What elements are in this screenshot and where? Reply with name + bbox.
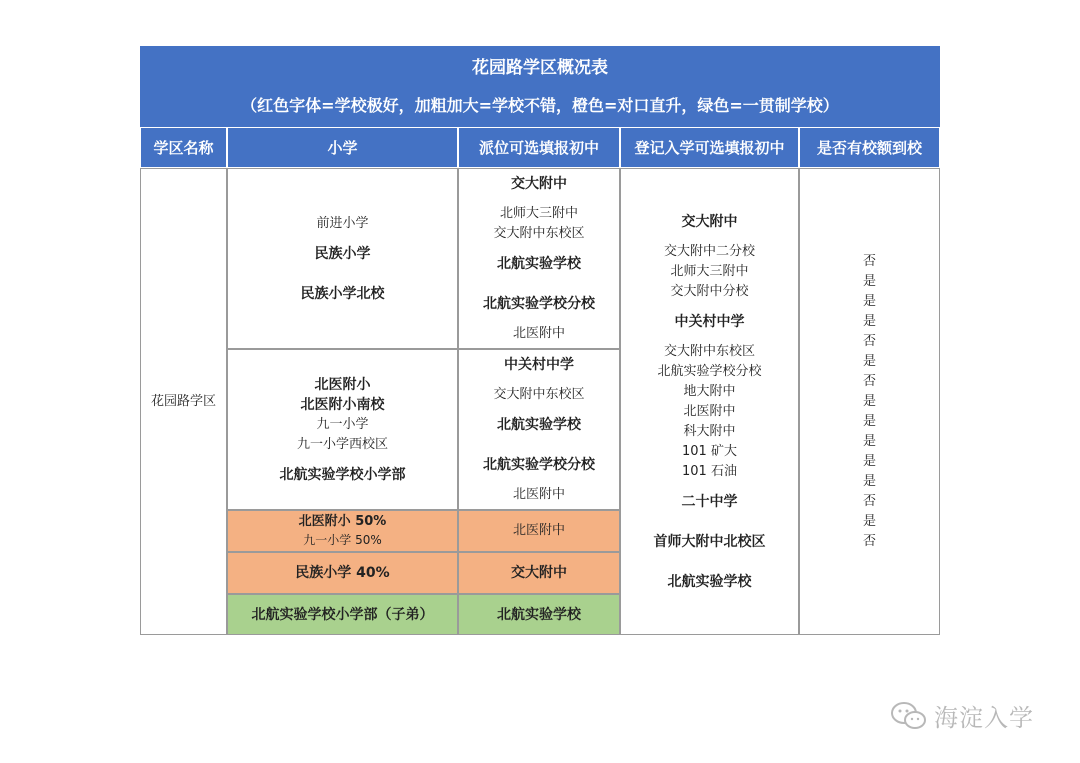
school-name: 交大附中东校区 <box>493 225 585 241</box>
header-quota: 是否有校额到校 <box>799 127 940 168</box>
school-name: 交大附中二分校 <box>663 243 755 259</box>
watermark <box>890 698 1034 733</box>
school-name: 首师大附中北校区 <box>653 533 766 550</box>
group1-primary-cell <box>227 168 458 349</box>
quota-value: 是 <box>862 393 876 409</box>
group2-primary-cell <box>227 349 458 510</box>
school-name: 北医附中 <box>683 403 736 419</box>
quota-value: 是 <box>862 293 876 309</box>
quota-value: 是 <box>862 473 876 489</box>
school-name: 北航实验学校 <box>667 573 752 590</box>
group1-lottery-cell <box>458 168 620 349</box>
quota-value: 否 <box>862 533 876 549</box>
table-title: 花园路学区概况表 <box>472 58 608 78</box>
school-name: 北航实验学校分校 <box>657 363 762 379</box>
school-name: 北航实验学校 <box>497 606 581 623</box>
school-name: 中关村中学 <box>504 356 574 373</box>
school-name: 101 矿大 <box>682 443 737 459</box>
watermark-text: 海淀入学 <box>934 704 1034 732</box>
color-legend: （红色字体=学校极好，加粗加大=学校不错，橙色=对口直升，绿色=一贯制学校） <box>241 96 839 115</box>
group4-lottery-cell <box>458 552 620 594</box>
group5-lottery-cell <box>458 594 620 635</box>
quota-value: 是 <box>862 313 876 329</box>
school-name: 北医附小 50% <box>298 514 387 529</box>
group3-lottery-cell <box>458 510 620 552</box>
school-name: 北航实验学校分校 <box>483 295 595 312</box>
quota-value: 是 <box>862 273 876 289</box>
school-name: 九一小学西校区 <box>296 436 388 452</box>
school-name: 交大附中东校区 <box>493 386 585 402</box>
district-overview-table <box>140 46 940 635</box>
school-name: 北医附中 <box>512 523 565 538</box>
group5-primary-cell <box>227 594 458 635</box>
school-name: 北航实验学校小学部 <box>279 466 406 483</box>
table-title-cell <box>140 46 940 127</box>
school-name: 九一小学 <box>316 416 369 432</box>
wechat-icon <box>890 701 928 731</box>
school-name: 交大附中东校区 <box>663 343 755 359</box>
school-name: 北师大三附中 <box>670 263 749 279</box>
school-name: 民族小学 40% <box>295 565 390 581</box>
school-name: 交大附中 <box>681 213 738 230</box>
quota-value: 是 <box>862 413 876 429</box>
school-name: 前进小学 <box>316 215 369 231</box>
school-name: 北医附小南校 <box>300 396 385 413</box>
school-name: 北航实验学校小学部（子弟） <box>251 606 434 623</box>
quota-value: 是 <box>862 453 876 469</box>
school-name: 北医附中 <box>512 486 565 502</box>
quota-value: 否 <box>862 333 876 349</box>
quota-value: 否 <box>862 373 876 389</box>
school-name: 北航实验学校分校 <box>483 456 595 473</box>
school-name: 民族小学北校 <box>300 285 385 302</box>
school-name: 北医附小 <box>314 376 371 393</box>
district-name-cell <box>140 168 227 635</box>
header-registration: 登记入学可选填报初中 <box>620 127 799 168</box>
school-name: 北师大三附中 <box>499 205 578 221</box>
school-name: 交大附中 <box>511 565 567 581</box>
district-name: 花园路学区 <box>150 393 216 409</box>
school-name: 交大附中 <box>511 175 567 192</box>
group4-primary-cell <box>227 552 458 594</box>
school-name: 交大附中分校 <box>670 283 749 299</box>
school-name: 北航实验学校 <box>497 416 581 433</box>
group3-primary-cell <box>227 510 458 552</box>
school-name: 九一小学 50% <box>303 533 382 547</box>
school-name: 科大附中 <box>683 423 736 439</box>
school-name: 北医附中 <box>512 325 565 341</box>
header-district: 学区名称 <box>140 127 227 168</box>
quota-value: 是 <box>862 513 876 529</box>
school-name: 中关村中学 <box>674 313 745 330</box>
school-name: 二十中学 <box>681 493 738 510</box>
school-name: 北航实验学校 <box>497 255 581 272</box>
quota-value: 是 <box>862 433 876 449</box>
quota-cell <box>799 168 940 635</box>
registration-cell <box>620 168 799 635</box>
school-name: 民族小学 <box>314 245 371 262</box>
header-lottery: 派位可选填报初中 <box>458 127 620 168</box>
quota-value: 否 <box>862 253 876 269</box>
quota-value: 否 <box>862 493 876 509</box>
school-name: 地大附中 <box>683 383 736 399</box>
quota-value: 是 <box>862 353 876 369</box>
header-primary: 小学 <box>227 127 458 168</box>
school-name: 101 石油 <box>682 463 737 479</box>
group2-lottery-cell <box>458 349 620 510</box>
